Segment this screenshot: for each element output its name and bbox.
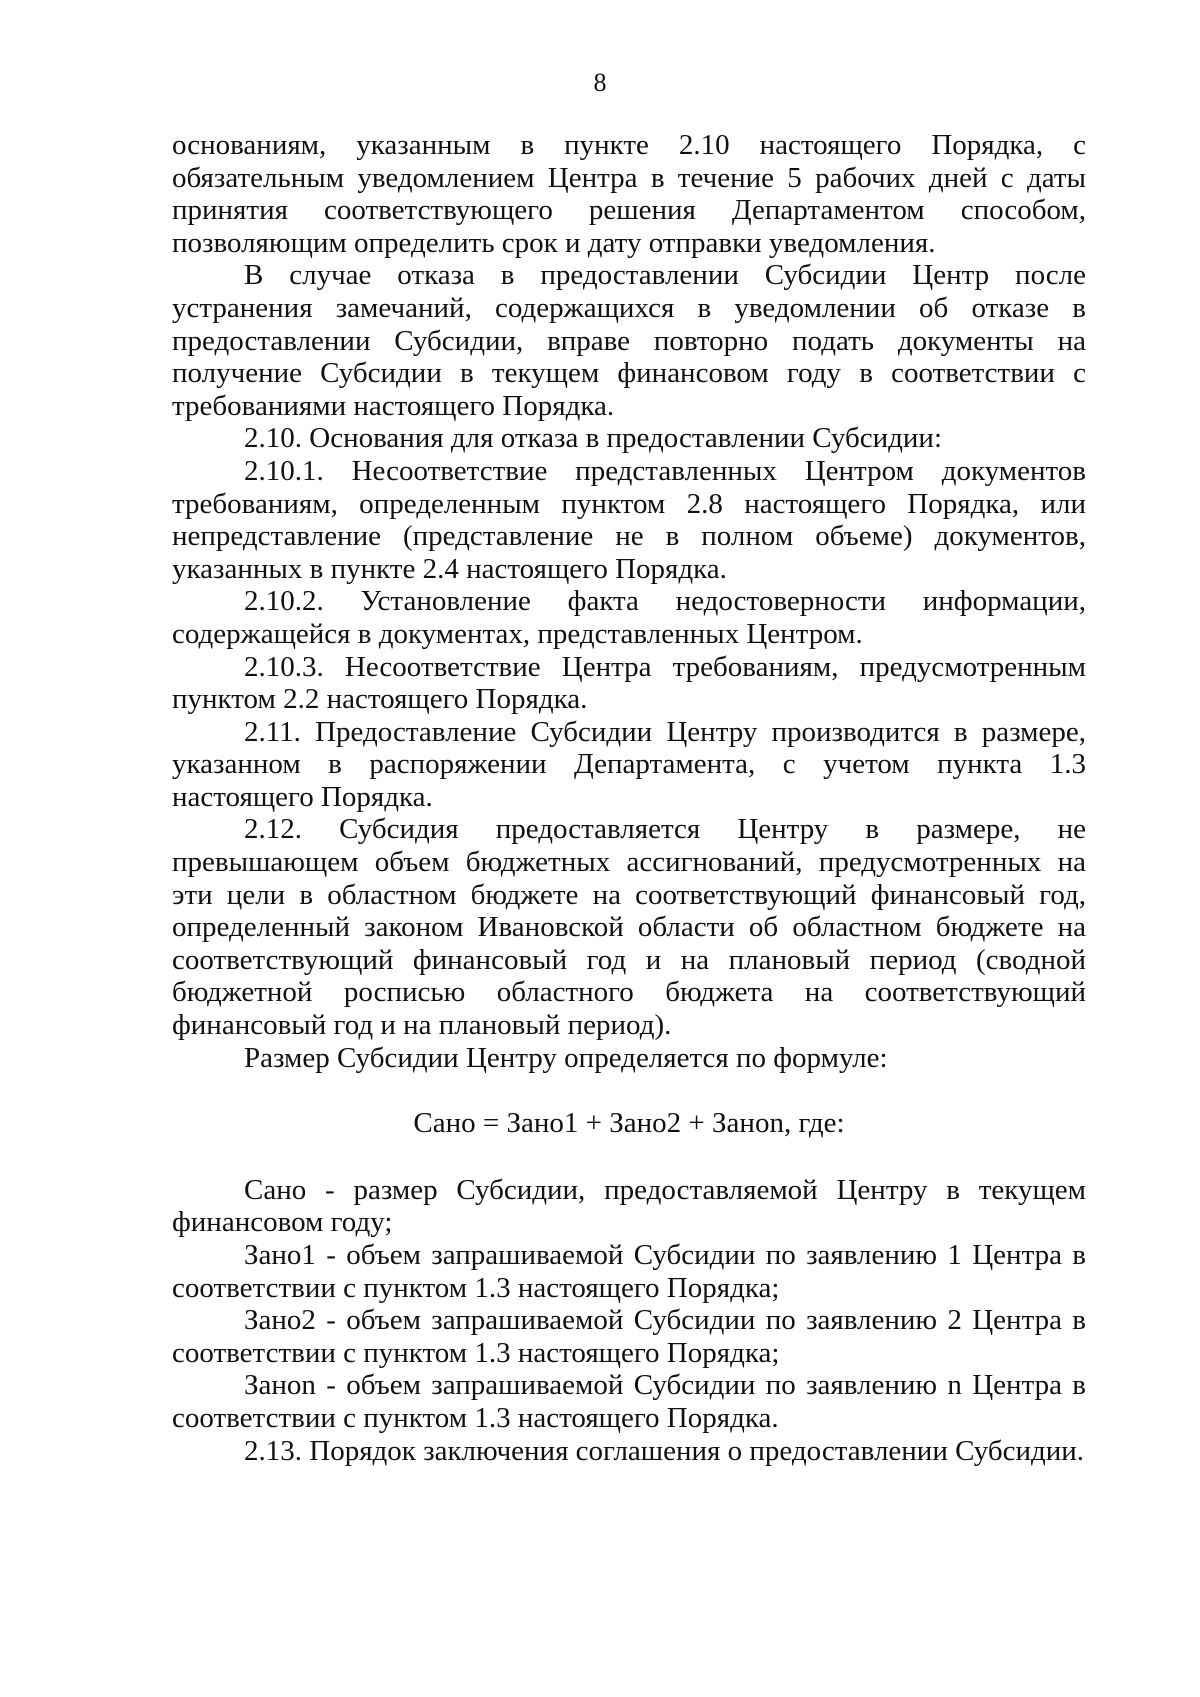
paragraph-2-10-2: 2.10.2. Установление факта недостоверности информации, содержащейся в документах, представленных Центром. (172, 585, 1086, 650)
paragraph-2-10-3: 2.10.3. Несоответствие Центра требованиям, предусмотренным пунктом 2.2 настоящего Порядка. (172, 650, 1086, 716)
definition-sano: Сано - размер Субсидии, предоставляемой Центру в текущем финансовом году; (172, 1173, 1086, 1239)
paragraph-2-13: 2.13. Порядок заключения соглашения о предоставлении Субсидии. (244, 1434, 1085, 1467)
paragraph-2-12: 2.12. Субсидия предоставляется Центру в размере, не превышающем объем бюджетных ассигнований, предусмотренных на эти цели в областном бюджете на соответствующий финансовый год, определенный законом Ивановской области об областном бюджете на соответствующий финансовый год и на плановый период (сводной бюджетной росписью областного бюджета на соответствующий финансовый год и на плановый период). (172, 813, 1086, 1042)
definition-zano2: Зано2 - объем запрашиваемой Субсидии по заявлению 2 Центра в соответствии с пунктом 1.3 настоящего Порядка; (172, 1304, 1086, 1369)
page-number: 8 (593, 68, 607, 97)
definition-zanon: Занon - объем запрашиваемой Субсидии по заявлению n Центра в соответствии с пунктом 1.3 настоящего Порядка. (172, 1369, 1086, 1434)
definition-zano1: Зано1 - объем запрашиваемой Субсидии по заявлению 1 Центра в соответствии с пунктом 1.3 настоящего Порядка; (172, 1239, 1086, 1304)
paragraph-2-10-1: 2.10.1. Несоответствие представленных Центром документов требованиям, определенным пунктом 2.8 настоящего Порядка, или непредставление (представление не в полном объеме) документов, указанных в пункте 2.4 настоящего Порядка. (172, 454, 1086, 585)
paragraph-formula-intro: Размер Субсидии Центру определяется по формуле: (244, 1041, 888, 1074)
paragraph-refusal-resubmission: В случае отказа в предоставлении Субсидии Центр после устранения замечаний, содержащихся в уведомлении об отказе в предоставлении Субсидии, вправе повторно подать документы на получение Субсидии в текущем финансовом году в соответствии с требованиями настоящего Порядка. (172, 259, 1086, 422)
paragraph-2-10: 2.10. Основания для отказа в предоставлении Субсидии: (244, 422, 942, 455)
document-body (172, 129, 1086, 1467)
paragraph-continuation: основаниям, указанным в пункте 2.10 настоящего Порядка, с обязательным уведомлением Центра в течение 5 рабочих дней с даты принятия соответствующего решения Департаментом способом, позволяющим определить срок и дату отправки уведомления. (172, 129, 1086, 259)
paragraph-2-11: 2.11. Предоставление Субсидии Центру производится в размере, указанном в распоряжении Департамента, с учетом пункта 1.3 настоящего Порядка. (172, 715, 1086, 813)
subsidy-formula: Сано = Зано1 + Зано2 + Занon, где: (413, 1107, 845, 1140)
